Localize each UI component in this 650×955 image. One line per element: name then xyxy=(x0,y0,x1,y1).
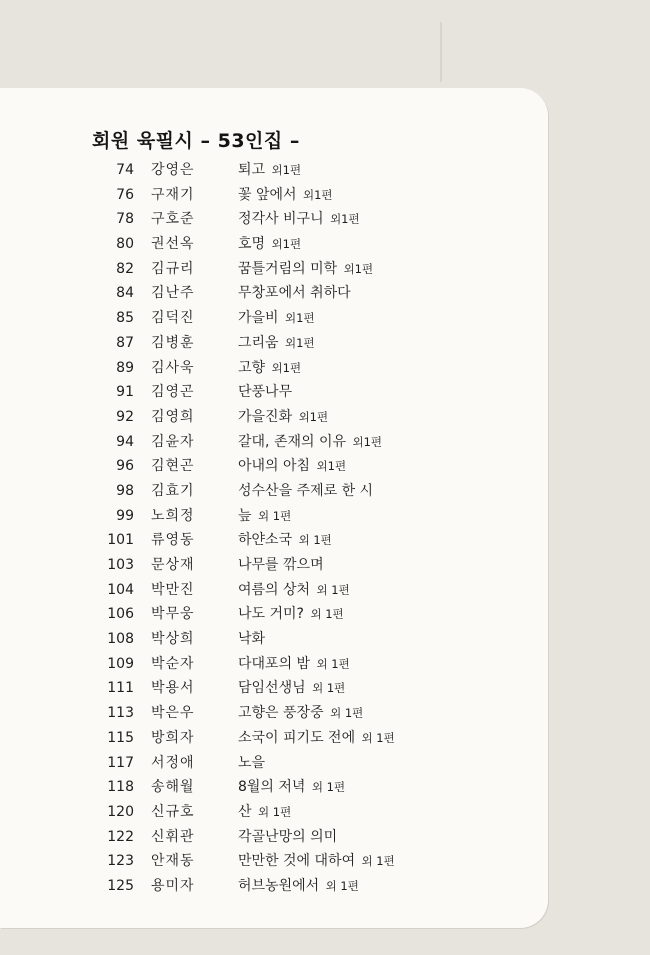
toc-page-number: 74 xyxy=(116,162,134,178)
toc-entry xyxy=(0,232,548,257)
toc-page-number: 118 xyxy=(107,779,134,796)
toc-entry xyxy=(0,602,548,627)
toc-work-title: 정각사 비구니 xyxy=(238,211,324,228)
toc-entry xyxy=(0,454,548,479)
toc-work xyxy=(238,430,382,455)
toc-work-extra: 외 1편 xyxy=(316,656,350,671)
toc-author: 강영은 xyxy=(151,162,195,178)
toc-author: 김영희 xyxy=(151,408,195,425)
toc-work-title: 늪 xyxy=(238,507,252,524)
toc-work-title: 고향 xyxy=(238,359,266,376)
toc-author: 박만진 xyxy=(151,581,195,598)
toc-work-extra: 외1편 xyxy=(285,311,315,326)
toc-page-number: 85 xyxy=(116,310,134,327)
toc-author: 김규리 xyxy=(151,260,195,277)
toc-work xyxy=(238,504,291,529)
toc-entry xyxy=(0,158,548,183)
toc-work-title: 꽃 앞에서 xyxy=(238,186,297,203)
toc-entry xyxy=(0,726,548,751)
toc-entry xyxy=(0,553,548,578)
toc-work-title: 고향은 풍장중 xyxy=(238,705,324,722)
toc-page-number: 103 xyxy=(107,557,134,573)
toc-author: 박순자 xyxy=(151,655,195,672)
toc-page-number: 87 xyxy=(116,334,134,351)
toc-work xyxy=(238,751,267,776)
toc-work xyxy=(238,405,328,430)
toc-work xyxy=(238,257,373,282)
toc-work-extra: 외 1편 xyxy=(361,854,395,869)
toc-work xyxy=(238,701,363,726)
toc-work xyxy=(238,356,301,381)
toc-work xyxy=(238,306,315,331)
toc-work xyxy=(238,528,332,553)
toc-page-number: 123 xyxy=(107,853,134,870)
toc-work xyxy=(238,849,395,874)
toc-work-extra: 외1편 xyxy=(285,335,315,350)
toc-entry xyxy=(0,430,548,455)
toc-author: 김난주 xyxy=(151,285,195,302)
toc-author: 방희자 xyxy=(151,729,195,746)
toc-work xyxy=(238,158,301,183)
toc-page-number: 94 xyxy=(116,433,134,450)
toc-work xyxy=(238,553,326,578)
toc-author: 신휘관 xyxy=(151,828,195,845)
toc-work xyxy=(238,874,359,899)
toc-work-title: 갈대, 존재의 이유 xyxy=(238,433,347,450)
toc-work-title: 8월의 저녁 xyxy=(238,779,306,796)
toc-author: 구재기 xyxy=(151,186,195,203)
toc-author: 박상희 xyxy=(151,631,195,648)
toc-work xyxy=(238,825,339,850)
toc-entry xyxy=(0,405,548,430)
toc-page-number: 101 xyxy=(107,532,134,549)
toc-page-number: 92 xyxy=(116,408,134,425)
toc-work-title: 호명 xyxy=(238,236,266,253)
toc-author: 서정애 xyxy=(151,754,195,771)
toc-author: 김덕진 xyxy=(151,310,195,327)
toc-work-title: 담임선생님 xyxy=(238,680,306,697)
toc-work xyxy=(238,207,360,232)
toc-work-title: 가을진화 xyxy=(238,408,293,425)
toc-page-number: 91 xyxy=(116,384,134,401)
show-through-rule xyxy=(440,22,442,82)
toc-entry xyxy=(0,775,548,800)
toc-work xyxy=(238,281,353,306)
toc-page-number: 117 xyxy=(107,754,134,771)
toc-page-number: 109 xyxy=(107,655,134,672)
toc-work-extra: 외1편 xyxy=(303,187,333,202)
toc-entry xyxy=(0,676,548,701)
toc-work-title: 아내의 아침 xyxy=(238,458,311,475)
toc-page-number: 115 xyxy=(107,729,134,746)
toc-page-number: 106 xyxy=(107,606,134,623)
toc-entry xyxy=(0,701,548,726)
toc-author: 김사욱 xyxy=(151,359,195,376)
toc-page-number: 99 xyxy=(116,507,134,524)
toc-entry xyxy=(0,627,548,652)
toc-work-extra: 외1편 xyxy=(271,360,302,375)
toc-work-extra: 외 1편 xyxy=(325,878,359,893)
toc-work xyxy=(238,800,291,825)
toc-work-title: 꿈틀거림의 미학 xyxy=(238,260,338,277)
toc-page-number: 122 xyxy=(107,828,134,845)
toc-author: 김병훈 xyxy=(151,334,195,351)
toc-page-number: 108 xyxy=(107,631,134,648)
toc-work-title: 가을비 xyxy=(238,310,279,327)
toc-work-title: 산 xyxy=(238,803,252,820)
toc-work-extra: 외1편 xyxy=(343,261,374,276)
toc-work-extra: 외1편 xyxy=(316,459,347,474)
toc-author: 권선옥 xyxy=(151,236,195,253)
toc-work-title: 노을 xyxy=(238,754,266,771)
toc-work-extra: 외 1편 xyxy=(330,706,364,721)
toc-author: 송해월 xyxy=(151,779,195,796)
toc-entry xyxy=(0,331,548,356)
toc-work xyxy=(238,380,294,405)
toc-page-number: 111 xyxy=(107,680,134,697)
toc-work xyxy=(238,578,350,603)
toc-work xyxy=(238,726,395,751)
toc-work-title: 나도 거미? xyxy=(238,606,304,623)
toc-work xyxy=(238,183,333,208)
toc-author: 김윤자 xyxy=(151,433,195,450)
toc-author: 구호준 xyxy=(151,211,195,228)
toc-author: 김효기 xyxy=(151,482,195,499)
toc-work-title: 단풍나무 xyxy=(238,384,293,401)
toc-work-extra: 외1편 xyxy=(271,237,302,252)
toc-page-number: 80 xyxy=(116,236,134,253)
toc-author: 박무웅 xyxy=(151,606,195,623)
toc-entry xyxy=(0,825,548,850)
toc-work-extra: 외 1편 xyxy=(316,582,350,597)
toc-work-extra: 외 1편 xyxy=(257,508,292,523)
toc-entry xyxy=(0,578,548,603)
toc-entry xyxy=(0,504,548,529)
toc-work-title: 여름의 상처 xyxy=(238,581,311,598)
toc-entry xyxy=(0,528,548,553)
toc-work-extra: 외1편 xyxy=(298,409,329,424)
toc-work xyxy=(238,232,301,257)
toc-work xyxy=(238,454,346,479)
toc-page-number: 89 xyxy=(116,359,134,376)
toc-work-title: 그리움 xyxy=(238,334,279,351)
toc-work-extra: 외1편 xyxy=(330,212,360,227)
toc-entry xyxy=(0,207,548,232)
toc-page-number: 76 xyxy=(116,186,134,203)
toc-work-title: 퇴고 xyxy=(238,162,266,178)
toc-entry xyxy=(0,479,548,504)
toc-entry xyxy=(0,652,548,677)
toc-page-number: 104 xyxy=(107,581,134,598)
toc-author: 노희정 xyxy=(151,507,195,524)
toc-work-title: 낙화 xyxy=(238,631,266,648)
toc-entry xyxy=(0,380,548,405)
toc-entry xyxy=(0,751,548,776)
toc-work-title: 각골난망의 의미 xyxy=(238,828,338,845)
toc-work-extra: 외 1편 xyxy=(298,533,332,548)
toc-work-title: 나무를 깎으며 xyxy=(238,557,324,573)
toc-work-extra: 외1편 xyxy=(271,163,302,177)
toc-page-number: 84 xyxy=(116,285,134,302)
toc-work-title: 하얀소국 xyxy=(238,532,293,549)
toc-page-number: 120 xyxy=(107,803,134,820)
toc-work-extra: 외 1편 xyxy=(257,804,292,819)
toc-entry xyxy=(0,183,548,208)
toc-author: 류영동 xyxy=(151,532,195,549)
toc-page-number: 96 xyxy=(116,458,134,475)
toc-work xyxy=(238,652,350,677)
toc-work-title: 다대포의 밤 xyxy=(238,655,311,672)
toc-entry xyxy=(0,281,548,306)
toc-page-number: 125 xyxy=(107,877,134,894)
toc-work-title: 무창포에서 취하다 xyxy=(238,285,351,302)
toc-work-extra: 외 1편 xyxy=(310,607,344,622)
toc-work-extra: 외 1편 xyxy=(312,681,346,696)
section-heading: 회원 육필시 – 53인집 – xyxy=(92,130,300,152)
toc-page-number: 78 xyxy=(116,211,134,228)
toc-work xyxy=(238,479,375,504)
toc-work-title: 만만한 것에 대하여 xyxy=(238,853,356,870)
toc-author: 신규호 xyxy=(151,803,195,820)
toc-author: 김현곤 xyxy=(151,458,195,475)
toc-page-number: 113 xyxy=(107,705,134,722)
toc-page-number: 82 xyxy=(116,260,134,277)
toc-author: 안재동 xyxy=(151,853,195,870)
toc-work xyxy=(238,676,345,701)
toc-entry xyxy=(0,257,548,282)
toc-author: 김영곤 xyxy=(151,384,195,401)
toc-author: 문상재 xyxy=(151,557,195,573)
toc-page-number: 98 xyxy=(116,482,134,499)
toc-work-title: 성수산을 주제로 한 시 xyxy=(238,482,374,499)
toc-entry xyxy=(0,849,548,874)
toc-author: 용미자 xyxy=(151,877,195,894)
toc-entry xyxy=(0,356,548,381)
toc-author: 박은우 xyxy=(151,705,195,722)
toc-work xyxy=(238,602,344,627)
toc-work-title: 허브농원에서 xyxy=(238,877,320,894)
toc-entry xyxy=(0,800,548,825)
toc-work-extra: 외 1편 xyxy=(361,730,395,745)
toc-entry xyxy=(0,306,548,331)
toc-entry xyxy=(0,874,548,899)
toc-work-title: 소국이 피기도 전에 xyxy=(238,729,356,746)
toc-work-extra: 외1편 xyxy=(352,434,383,449)
toc-work xyxy=(238,775,345,800)
toc-author: 박용서 xyxy=(151,680,195,697)
toc-work-extra: 외 1편 xyxy=(311,780,346,795)
toc-work xyxy=(238,331,315,356)
toc-work xyxy=(238,627,267,652)
toc-list xyxy=(0,158,548,899)
